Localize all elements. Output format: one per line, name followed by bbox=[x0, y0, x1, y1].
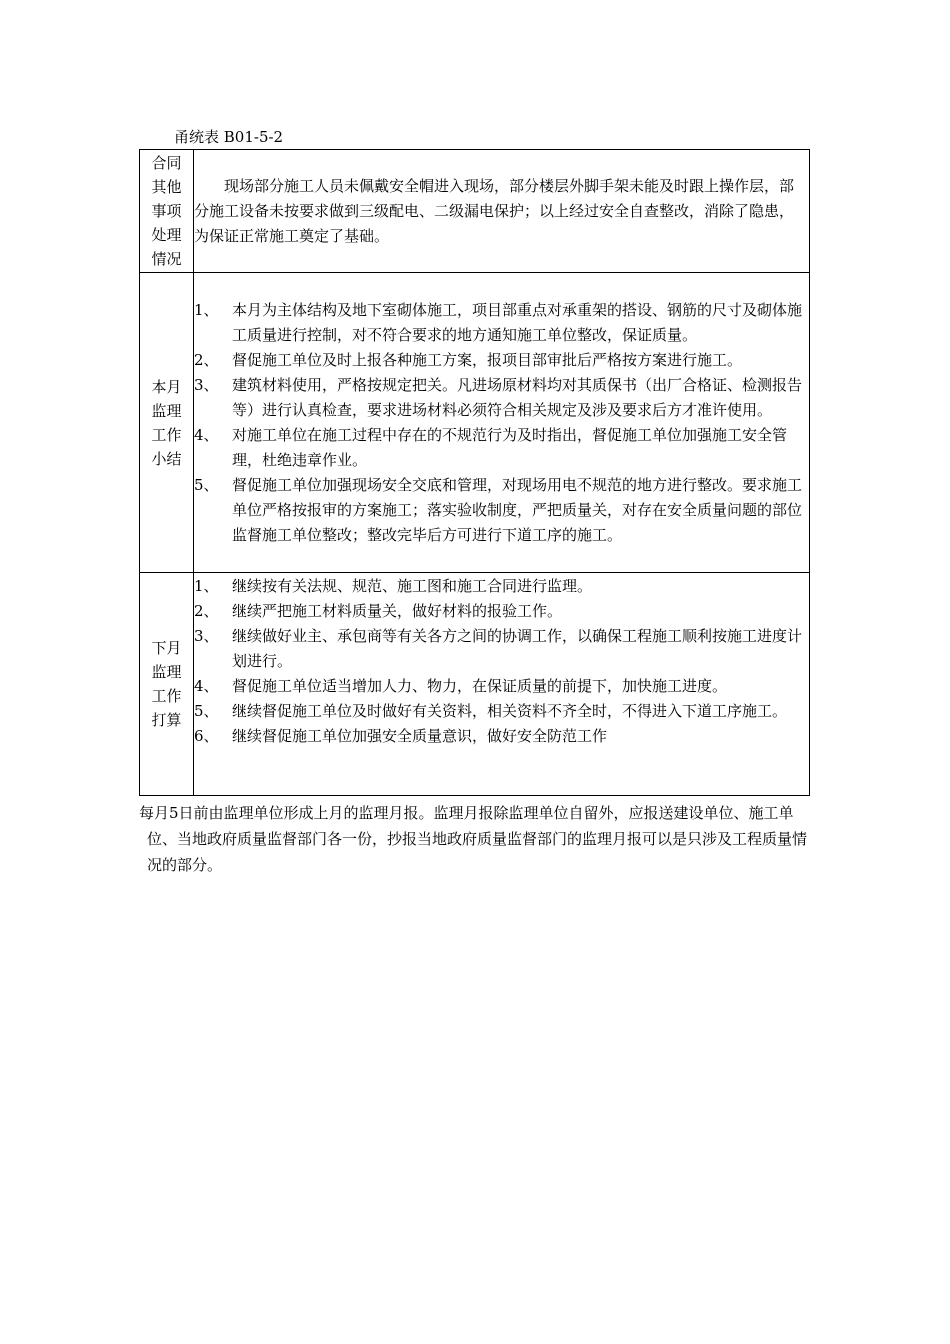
footer-note: 每月5日前由监理单位形成上月的监理月报。监理月报除监理单位自留外，应报送建设单位、施工单位、当地政府质量监督部门各一份，抄报当地政府质量监督部门的监理月报可以是只涉及工程质量情况的部分。 bbox=[139, 804, 808, 874]
label-line: 事项 bbox=[151, 202, 182, 220]
label-line: 工作 bbox=[151, 687, 182, 705]
list-item bbox=[194, 298, 809, 348]
next-month-plan-content bbox=[194, 573, 810, 796]
label-line: 其他 bbox=[151, 178, 182, 196]
monthly-summary-list bbox=[194, 298, 809, 548]
list-item bbox=[194, 724, 809, 749]
next-month-plan-list bbox=[194, 574, 809, 749]
other-matters-content bbox=[194, 150, 810, 273]
table-row-monthly-summary bbox=[140, 273, 810, 573]
item-number: 6、 bbox=[194, 727, 219, 745]
monthly-summary-label bbox=[140, 273, 194, 573]
monthly-summary-content bbox=[194, 273, 810, 573]
next-month-plan-label bbox=[140, 573, 194, 796]
list-item bbox=[194, 674, 809, 699]
table-row-next-month-plan bbox=[140, 573, 810, 796]
item-number: 3、 bbox=[194, 627, 219, 645]
item-text: 继续督促施工单位及时做好有关资料，相关资料不齐全时，不得进入下道工序施工。 bbox=[232, 702, 788, 720]
item-number: 4、 bbox=[194, 425, 219, 444]
monthly-report-table bbox=[139, 149, 810, 796]
item-text: 本月为主体结构及地下室砌体施工，项目部重点对承重架的搭设、钢筋的尺寸及砌体施工质量进行控制，对不符合要求的地方通知施工单位整改，保证质量。 bbox=[232, 300, 803, 344]
item-text: 建筑材料使用，严格按规定把关。凡进场原材料均对其质保书（出厂合格证、检测报告等）进行认真检查，要求进场材料必须符合相关规定及涉及要求后方才准许使用。 bbox=[232, 375, 803, 419]
label-line: 小结 bbox=[151, 449, 182, 468]
table-row-other-matters bbox=[140, 150, 810, 273]
label-line: 工作 bbox=[151, 425, 182, 444]
label-line: 下月 bbox=[151, 639, 182, 657]
item-text: 继续做好业主、承包商等有关各方之间的协调工作，以确保工程施工顺利按施工进度计划进行。 bbox=[232, 627, 803, 670]
label-line: 合同 bbox=[151, 154, 182, 172]
form-code: 甬统表 B01-5-2 bbox=[174, 128, 284, 146]
other-matters-text: 现场部分施工人员未佩戴安全帽进入现场，部分楼层外脚手架未能及时跟上操作层，部分施工设备未按要求做到三级配电、二级漏电保护；以上经过安全自查整改，消除了隐患，为保证正常施工奠定了基础。 bbox=[194, 176, 795, 245]
item-number: 2、 bbox=[194, 602, 219, 620]
item-number: 1、 bbox=[194, 300, 219, 319]
label-line: 处理 bbox=[151, 226, 182, 244]
list-item bbox=[194, 473, 809, 548]
item-number: 1、 bbox=[194, 577, 219, 595]
item-text: 继续督促施工单位加强安全质量意识，做好安全防范工作 bbox=[232, 727, 608, 745]
item-number: 5、 bbox=[194, 475, 219, 494]
item-text: 继续严把施工材料质量关，做好材料的报验工作。 bbox=[232, 602, 563, 620]
item-text: 对施工单位在施工过程中存在的不规范行为及时指出，督促施工单位加强施工安全管理，杜绝违章作业。 bbox=[232, 425, 788, 469]
label-line: 打算 bbox=[151, 711, 182, 729]
item-text: 督促施工单位加强现场安全交底和管理，对现场用电不规范的地方进行整改。要求施工单位严格按报审的方案施工；落实验收制度，严把质量关，对存在安全质量问题的部位监督施工单位整改；整改完毕后方可进行下道工序的施工。 bbox=[232, 475, 803, 544]
label-line: 监理 bbox=[151, 401, 182, 420]
label-line: 监理 bbox=[151, 663, 182, 681]
list-item bbox=[194, 373, 809, 423]
item-text: 督促施工单位及时上报各种施工方案，报项目部审批后严格按方案进行施工。 bbox=[232, 350, 743, 369]
label-line: 情况 bbox=[151, 250, 182, 268]
list-item bbox=[194, 624, 809, 674]
item-number: 4、 bbox=[194, 677, 219, 695]
item-text: 督促施工单位适当增加人力、物力，在保证质量的前提下，加快施工进度。 bbox=[232, 677, 728, 695]
item-text: 继续按有关法规、规范、施工图和施工合同进行监理。 bbox=[232, 577, 593, 595]
label-line: 本月 bbox=[151, 377, 182, 396]
list-item bbox=[194, 599, 809, 624]
item-number: 2、 bbox=[194, 350, 219, 369]
other-matters-label bbox=[140, 150, 194, 273]
item-number: 5、 bbox=[194, 702, 219, 720]
item-number: 3、 bbox=[194, 375, 219, 394]
list-item bbox=[194, 423, 809, 473]
list-item bbox=[194, 574, 809, 599]
list-item bbox=[194, 699, 809, 724]
list-item bbox=[194, 348, 809, 373]
